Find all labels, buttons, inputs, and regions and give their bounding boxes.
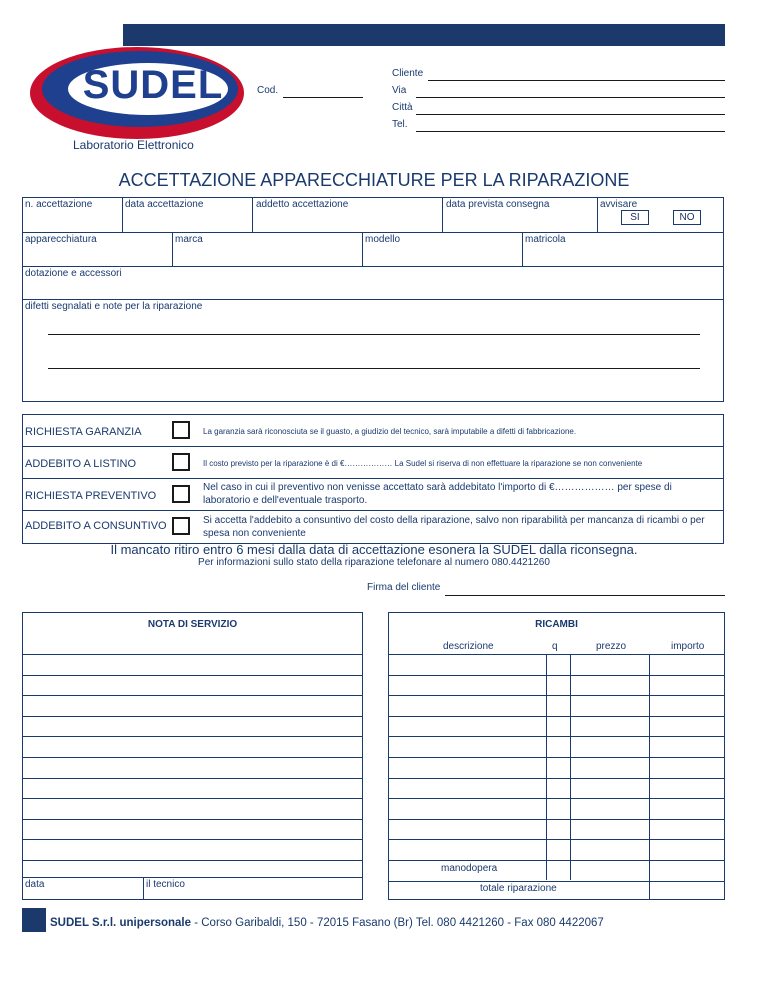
tel-field[interactable] [416,131,725,132]
service-line[interactable] [22,716,363,717]
option-note-preventivo: Nel caso in cui il preventivo non venisse accettato sarà addebitato l'importo di €……………… per spese di laboratorio e dell'eventuale trasporto. [203,482,672,506]
manodopera-label: manodopera [441,863,498,874]
service-line[interactable] [22,757,363,758]
service-line[interactable] [22,778,363,779]
avvisare-label: avvisare [600,199,638,210]
option-note-consuntivo: Si accetta l'addebito a consuntivo del costo della riparazione, salvo non riparabilità per mancanza di ricambi o per spesa non conveniente [203,515,705,539]
tecnico-label: il tecnico [146,879,185,890]
checkbox-consuntivo[interactable] [172,517,190,535]
footer-company: SUDEL S.r.l. unipersonale [50,917,192,929]
col-prezzo: prezzo [596,641,627,652]
cliente-label: Cliente [392,68,424,79]
option-label-preventivo: RICHIESTA PREVENTIVO [25,490,157,502]
parts-line[interactable] [388,881,725,882]
citta-label: Città [392,102,413,113]
parts-line[interactable] [388,819,725,820]
cod-label: Cod. [257,85,279,96]
parts-line[interactable] [388,798,725,799]
parts-line[interactable] [388,757,725,758]
difetti-line-1[interactable] [48,334,700,335]
parts-line[interactable] [388,716,725,717]
difetti-label: difetti segnalati e note per la riparazione [25,301,203,312]
service-line[interactable] [22,798,363,799]
option-label-garanzia: RICHIESTA GARANZIA [25,426,142,438]
footer-square [22,908,46,932]
option-note-listino: Il costo previsto per la riparazione è di €……………… La Sudel si riserva di non effettuare la riparazione se non conveniente [203,459,643,468]
option-label-consuntivo: ADDEBITO A CONSUNTIVO [25,520,167,532]
avvisare-no-text: NO [679,212,695,223]
parts-line[interactable] [388,860,725,861]
info-text: Per informazioni sullo stato della riparazione telefonare al numero 080.4421260 [198,557,550,568]
service-line[interactable] [22,675,363,676]
option-label-listino: ADDEBITO A LISTINO [25,458,137,470]
parts-line[interactable] [388,654,725,655]
service-line[interactable] [22,695,363,696]
avvisare-si-box[interactable] [621,210,649,225]
checkbox-listino[interactable] [172,453,190,471]
matricola-label: matricola [525,234,566,245]
parts-line[interactable] [388,675,725,676]
citta-field[interactable] [416,114,725,115]
avvisare-no-box[interactable] [673,210,701,225]
tel-label: Tel. [392,119,408,130]
col-importo: importo [671,641,705,652]
parts-line[interactable] [388,736,725,737]
option-note-garanzia: La garanzia sarà riconosciuta se il guasto, a giudizio del tecnico, sarà imputabile a difetti di fabbricazione. [203,427,577,436]
footer-address: - Corso Garibaldi, 150 - 72015 Fasano (Br) Tel. 080 4421260 - Fax 080 4422067 [191,917,604,929]
service-line[interactable] [22,860,363,861]
cod-field[interactable] [283,97,363,98]
header-bar [123,24,725,46]
service-note-box [22,612,363,900]
service-line[interactable] [22,736,363,737]
n-accettazione-label: n. accettazione [25,199,93,210]
totale-label: totale riparazione [480,883,557,894]
difetti-line-2[interactable] [48,368,700,369]
parts-line[interactable] [388,839,725,840]
marca-label: marca [175,234,203,245]
via-label: Via [392,85,407,96]
service-line[interactable] [22,819,363,820]
checkbox-garanzia[interactable] [172,421,190,439]
checkbox-preventivo[interactable] [172,485,190,503]
col-q: q [552,641,558,652]
modello-label: modello [365,234,401,245]
cliente-field[interactable] [428,80,725,81]
col-descrizione: descrizione [443,641,494,652]
avvisare-si-text: SI [630,212,640,223]
brand-wordmark: SUDEL [82,63,224,107]
form-title: ACCETTAZIONE APPARECCHIATURE PER LA RIPARAZIONE [118,170,630,190]
data-label: data [25,879,45,890]
service-line[interactable] [22,654,363,655]
sudel-logo [28,45,246,141]
footer-text [50,917,604,929]
service-line[interactable] [22,839,363,840]
signature-field[interactable] [445,595,725,596]
lab-subtitle: Laboratorio Elettronico [73,138,194,152]
dotazione-label: dotazione e accessori [25,268,122,279]
data-consegna-label: data prevista consegna [446,199,550,210]
via-field[interactable] [416,97,725,98]
data-accettazione-label: data accettazione [125,199,204,210]
signature-label: Firma del cliente [367,582,441,593]
parts-line[interactable] [388,695,725,696]
service-title: NOTA DI SERVIZIO [147,619,238,630]
parts-box [388,612,725,900]
notice-text: Il mancato ritiro entro 6 mesi dalla data di accettazione esonera la SUDEL dalla riconsegna. [110,542,638,557]
apparecchiatura-label: apparecchiatura [25,234,97,245]
addetto-label: addetto accettazione [256,199,349,210]
parts-line[interactable] [388,778,725,779]
parts-title: RICAMBI [535,619,578,630]
